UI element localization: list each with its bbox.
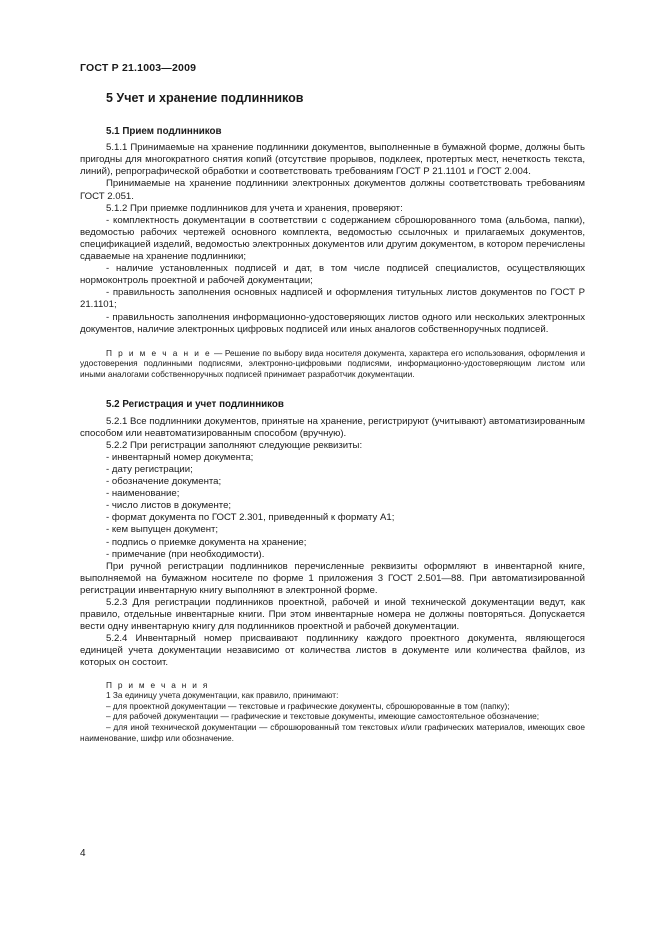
paragraph-manual-registration: При ручной регистрации подлинников перечисленные реквизиты оформляют в инвентарной книге, выполняемой на бумажном носителе по форме 1 приложения 3 ГОСТ 2.501—88. При автоматизированной регистрации инвентарную книгу выполняют в электронной форме. [80, 560, 585, 596]
paragraph-5-1-2: 5.1.2 При приемке подлинников для учета и хранения, проверяют: [106, 202, 403, 214]
list-item: - дату регистрации; [106, 463, 193, 475]
list-item: - формат документа по ГОСТ 2.301, приведенный к формату А1; [106, 512, 395, 524]
paragraph-electronic: Принимаемые на хранение подлинники электронных документов должны соответствовать требованиям ГОСТ 2.051. [80, 178, 585, 202]
list-item: - комплектность документации в соответствии с содержанием сброшюрованного тома (альбома, папки), ведомостью рабочих чертежей основного комплекта, ведомостью ссылочных и прилагаемых документов, спецификацией изделий, ведомостью электронных документов или другим документом, в котором перечислены сдаваемые на хранение подлинники; [80, 214, 585, 263]
note-item: 1 За единицу учета документации, как правило, принимают: [106, 690, 339, 701]
list-item: - инвентарный номер документа; [106, 451, 254, 463]
paragraph-5-2-3: 5.2.3 Для регистрации подлинников проектной, рабочей и иной технической документации ведут, как правило, отдельные инвентарные книги. При этом инвентарные номера не должны повторяться. Допускается вести одну инвентарную книгу для подлинников проектной и рабочей документации. [80, 596, 585, 633]
paragraph-5-2-4: 5.2.4 Инвентарный номер присваивают подлиннику каждого проектного документа, являющегося единицей учета документации независимо от количества листов в документе или количества файлов, из которых он состоит. [80, 633, 585, 669]
notes-label: П р и м е ч а н и я [106, 679, 210, 690]
note-label: П р и м е ч а н и е [106, 347, 212, 358]
list-item: - подпись о приемке документа на хранение; [106, 536, 307, 548]
subsection-title-5-2: 5.2 Регистрация и учет подлинников [106, 399, 284, 411]
note-text: — Решение по выбору вида носителя документа, характера его использования, оформления и удостоверения подлинными подписями, электронно-цифровыми подписями, информационно-удостоверяющим листом или иными аналогами собственноручных подписей принимает разработчик документации. [80, 347, 585, 379]
list-item: - правильность заполнения основных надписей и оформления титульных листов документов по ГОСТ Р 21.1101; [80, 287, 585, 311]
list-item: - наличие установленных подписей и дат, в том числе подписей специалистов, осуществляющих нормоконтроль проектной и рабочей документации; [80, 263, 585, 287]
list-item: - обозначение документа; [106, 476, 222, 488]
note-item: – для рабочей документации — графические и текстовые документы, имеющие самостоятельное обозначение; [106, 711, 540, 722]
paragraph-5-2-1: 5.2.1 Все подлинники документов, принятые на хранение, регистрируют (учитывают) автоматизированным способом или неавтоматизированным способом (вручную). [80, 415, 585, 439]
note-5-1 [80, 348, 585, 380]
list-item: - наименование; [106, 488, 180, 500]
page-content [80, 92, 585, 743]
paragraph-5-1-1: 5.1.1 Принимаемые на хранение подлинники документов, выполненные в бумажной форме, должны быть пригодны для многократного снятия копий (отсутствие прорывов, подклеек, протертых мест, нечеткость текста, линий), репрографической обработки и соответствовать требованиям ГОСТ Р 21.1101 и ГОСТ 2.004. [80, 142, 585, 178]
paragraph-5-2-2: 5.2.2 При регистрации заполняют следующие реквизиты: [106, 439, 363, 451]
list-item: - число листов в документе; [106, 500, 232, 512]
document-code: ГОСТ Р 21.1003—2009 [80, 62, 197, 74]
subsection-title-5-1: 5.1 Прием подлинников [106, 126, 222, 138]
section-title: 5 Учет и хранение подлинников [106, 91, 304, 105]
list-item: - примечание (при необходимости). [106, 548, 265, 560]
list-item: - правильность заполнения информационно-удостоверяющих листов одного или нескольких электронных документов, наличие электронных цифровых подписей или иных аналогов собственноручных подписей. [80, 311, 585, 335]
note-item: – для иной технической документации — сброшюрованный том текстовых и/или графических материалов, имеющих свое наименование, шифр или обозначение. [80, 721, 585, 743]
note-item: – для проектной документации — текстовые и графические документы, сброшюрованные в том (папку); [106, 700, 510, 711]
page-number: 4 [80, 848, 86, 859]
list-item: - кем выпущен документ; [106, 524, 219, 536]
